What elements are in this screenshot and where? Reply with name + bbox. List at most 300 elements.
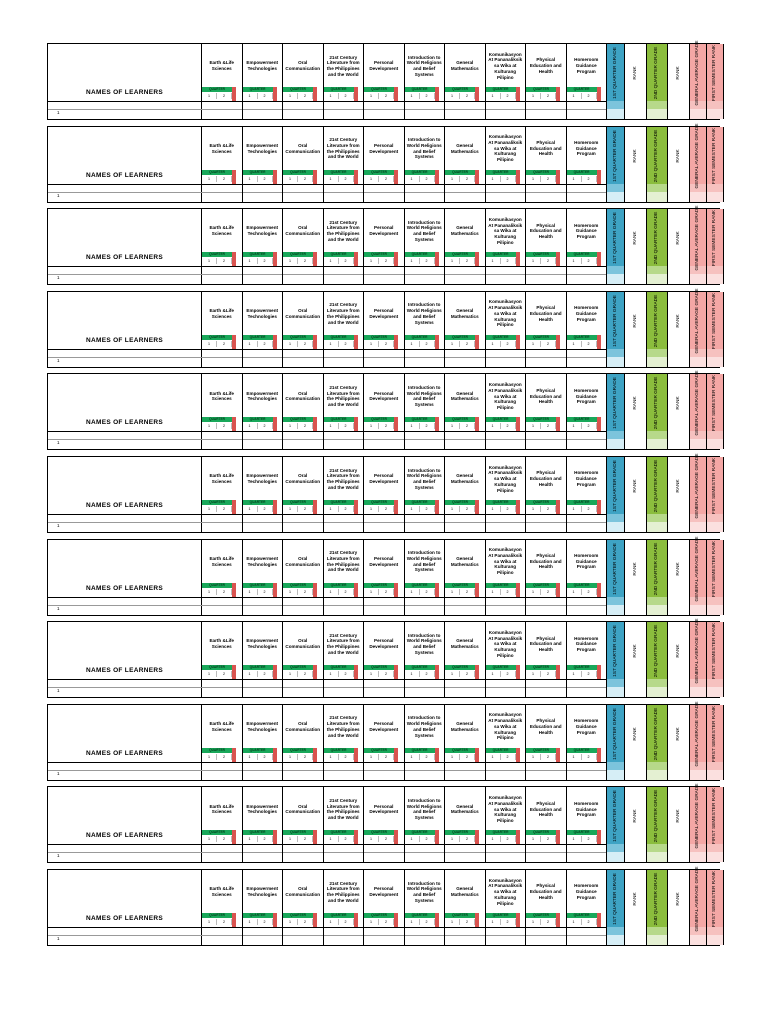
subject-name: Empowerment Technologies (246, 308, 279, 319)
quarter-number: 1 (445, 671, 460, 677)
summary-column (647, 540, 668, 615)
quarter-number: 1 (243, 93, 258, 99)
quarter-header: QUARTER (364, 665, 394, 670)
subject-column (486, 127, 527, 202)
summary-value-cell (690, 192, 706, 202)
subject-column (405, 870, 446, 945)
quarter-header: QUARTER (364, 417, 394, 422)
summary-value-cell (625, 274, 646, 284)
quarter-number: 1 (486, 836, 501, 842)
subject-name: Oral Communication (285, 142, 321, 154)
quarter-number: 2 (339, 258, 354, 264)
subject-column (364, 127, 405, 202)
quarter-numbers (486, 341, 516, 347)
subject-name: Komunikasyon At Pananaliksik sa Wika at Kulturang Pilipino (488, 382, 523, 410)
subject-column (364, 622, 405, 697)
quarter-number: 2 (501, 919, 516, 925)
quarter-number: 1 (364, 671, 379, 677)
quarter-number: 2 (298, 671, 313, 677)
final-grade-marker (556, 417, 560, 431)
quarter-number: 2 (541, 919, 556, 925)
quarter-header: QUARTER (405, 170, 435, 175)
quarter-number: 1 (243, 341, 258, 347)
summary-column-label: GENERAL AVERAGE GRADE (695, 536, 701, 602)
quarter-header: QUARTER (202, 170, 232, 175)
quarter-numbers (486, 589, 516, 595)
subject-column (243, 787, 284, 862)
quarter-number: 2 (339, 506, 354, 512)
subject-column (567, 787, 608, 862)
summary-value-cell (707, 522, 723, 532)
quarter-number: 1 (324, 176, 339, 182)
quarter-numbers (364, 754, 394, 760)
final-grade-marker (475, 748, 479, 762)
subject-name: General Mathematics (450, 886, 479, 897)
quarter-number: 1 (283, 671, 298, 677)
quarter-number: 1 (324, 258, 339, 264)
summary-value-cell (625, 357, 646, 367)
quarter-header: QUARTER (202, 335, 232, 340)
quarter-number: 2 (582, 671, 597, 677)
quarter-header: QUARTER (405, 665, 435, 670)
quarter-header: QUARTER (243, 500, 273, 505)
summary-subheader-cell (607, 101, 624, 109)
final-grade-marker (516, 913, 520, 927)
final-grade-marker (394, 665, 398, 679)
quarter-numbers (324, 506, 354, 512)
summary-column (668, 127, 690, 202)
summary-value-cell (707, 192, 723, 202)
quarter-header: QUARTER (364, 335, 394, 340)
quarter-number: 1 (364, 589, 379, 595)
quarter-number: 2 (582, 341, 597, 347)
quarter-number: 2 (258, 919, 273, 925)
quarter-header: QUARTER (364, 170, 394, 175)
summary-subheader-cell (625, 597, 646, 605)
subject-column (405, 622, 446, 697)
summary-column (625, 292, 647, 367)
final-grade-marker (556, 583, 560, 597)
subject-name: Personal Development (369, 638, 399, 650)
summary-subheader-cell (625, 431, 646, 439)
subject-name: Physical Education and Health (529, 635, 562, 653)
quarter-number: 1 (202, 589, 217, 595)
final-grade-marker (394, 170, 398, 184)
quarter-numbers (283, 258, 313, 264)
quarter-numbers (202, 506, 232, 512)
subject-name: General Mathematics (450, 142, 479, 154)
summary-value-cell (607, 357, 624, 367)
quarter-number: 1 (243, 754, 258, 760)
quarter-number: 2 (217, 506, 232, 512)
summary-column (690, 866, 707, 945)
subject-name: Earth &Life Sciences (209, 721, 234, 732)
subject-column (324, 127, 365, 202)
names-of-learners-label: NAMES OF LEARNERS (86, 336, 163, 344)
quarter-numbers (364, 341, 394, 347)
final-grade-marker (313, 500, 317, 514)
final-grade-marker (475, 417, 479, 431)
subject-name: Homeroom Guidance Program (574, 470, 599, 487)
quarter-numbers (567, 589, 597, 595)
quarter-number: 1 (526, 258, 541, 264)
quarter-number: 2 (460, 506, 475, 512)
summary-column (707, 292, 724, 367)
summary-value-cell (607, 770, 624, 780)
subject-column (243, 44, 284, 119)
quarter-header: QUARTER (243, 170, 273, 175)
quarter-header: QUARTER (567, 913, 597, 918)
final-grade-marker (313, 335, 317, 349)
summary-subheader-cell (647, 679, 667, 687)
summary-subheader-cell (607, 844, 624, 852)
quarter-number: 1 (364, 754, 379, 760)
summary-value-cell (668, 357, 689, 367)
quarter-numbers (486, 754, 516, 760)
summary-value-cell (647, 687, 667, 697)
subject-column (283, 127, 324, 202)
summary-column-label: FIRST SEMESTER RANK (712, 292, 718, 349)
summary-column-label: 1ST QUARTER GRADE (612, 47, 618, 99)
subject-name: Personal Development (369, 473, 399, 484)
summary-subheader-cell (707, 349, 723, 357)
quarter-numbers (486, 93, 516, 99)
quarter-number: 2 (582, 754, 597, 760)
summary-value-cell (607, 109, 624, 119)
quarter-number: 2 (298, 423, 313, 429)
subject-column (283, 540, 324, 615)
learner-row-number: 1 (57, 936, 60, 941)
quarter-number: 1 (486, 176, 501, 182)
quarter-number: 2 (582, 506, 597, 512)
quarter-number: 2 (460, 341, 475, 347)
quarter-number: 1 (405, 589, 420, 595)
quarter-numbers (445, 506, 475, 512)
final-grade-marker (232, 170, 236, 184)
summary-value-cell (625, 852, 646, 862)
summary-column-label: RANK (632, 314, 638, 328)
summary-subheader-cell (647, 349, 667, 357)
quarter-number: 2 (258, 176, 273, 182)
final-grade-marker (556, 830, 560, 844)
final-grade-marker (354, 170, 358, 184)
quarter-number: 1 (243, 176, 258, 182)
summary-column (647, 622, 668, 697)
summary-subheader-cell (625, 184, 646, 192)
final-grade-marker (435, 170, 439, 184)
quarter-number: 2 (298, 919, 313, 925)
final-grade-marker (516, 830, 520, 844)
grade-sheet-block (47, 536, 720, 616)
subject-column (526, 292, 567, 367)
subject-name: Empowerment Technologies (246, 142, 279, 154)
quarter-header: QUARTER (445, 252, 475, 257)
final-grade-marker (394, 252, 398, 266)
quarter-number: 1 (324, 589, 339, 595)
quarter-numbers (364, 589, 394, 595)
summary-subheader-cell (707, 762, 723, 770)
subject-column (283, 457, 324, 532)
quarter-number: 1 (486, 423, 501, 429)
quarter-number: 1 (364, 506, 379, 512)
subject-name: Komunikasyon At Pananaliksik sa Wika at Kulturang Pilipino (488, 629, 523, 658)
quarter-header: QUARTER (405, 87, 435, 92)
summary-column (690, 453, 707, 532)
summary-column-label: 1ST QUARTER GRADE (612, 460, 618, 512)
subject-name: Empowerment Technologies (246, 721, 279, 732)
quarter-numbers (567, 919, 597, 925)
quarter-number: 2 (258, 423, 273, 429)
summary-column (707, 787, 724, 862)
summary-subheader-cell (607, 349, 624, 357)
subject-column (405, 209, 446, 284)
names-of-learners-label: NAMES OF LEARNERS (86, 254, 163, 262)
quarter-number: 2 (298, 176, 313, 182)
quarter-header: QUARTER (283, 748, 313, 753)
subject-name: Physical Education and Health (529, 718, 562, 735)
summary-subheader-cell (607, 514, 624, 522)
quarter-header: QUARTER (445, 170, 475, 175)
subject-column (202, 540, 243, 615)
quarter-header: QUARTER (202, 583, 232, 588)
summary-column-label: 2ND QUARTER GRADE (654, 377, 660, 430)
quarter-number: 1 (283, 93, 298, 99)
subject-name: Homeroom Guidance Program (574, 883, 599, 900)
subject-name: Oral Communication (285, 225, 321, 237)
learner-row-number: 1 (57, 688, 60, 694)
summary-column-label: 2ND QUARTER GRADE (654, 790, 660, 843)
summary-column-label: 2ND QUARTER GRADE (654, 624, 660, 678)
subject-column (567, 870, 608, 945)
summary-column-label: 1ST QUARTER GRADE (612, 377, 618, 430)
names-of-learners-label: NAMES OF LEARNERS (86, 667, 163, 675)
summary-value-cell (668, 935, 689, 945)
quarter-number: 2 (501, 258, 516, 264)
quarter-number: 2 (420, 836, 435, 842)
subject-column (202, 622, 243, 697)
summary-column-label: 1ST QUARTER GRADE (612, 625, 618, 678)
summary-value-cell (647, 605, 667, 615)
final-grade-marker (556, 913, 560, 927)
final-grade-marker (435, 417, 439, 431)
summary-column-label: 1ST QUARTER GRADE (612, 129, 618, 182)
final-grade-marker (516, 87, 520, 101)
summary-value-cell (625, 109, 646, 119)
summary-column-label: GENERAL AVERAGE GRADE (695, 40, 701, 106)
quarter-numbers (567, 341, 597, 347)
quarter-number: 1 (405, 176, 420, 182)
grade-sheet-block (47, 370, 720, 450)
final-grade-marker (516, 500, 520, 514)
quarter-number: 2 (420, 176, 435, 182)
quarter-number: 2 (501, 93, 516, 99)
summary-column-label: 2ND QUARTER GRADE (654, 211, 660, 265)
quarter-numbers (405, 506, 435, 512)
final-grade-marker (354, 417, 358, 431)
subject-name: Empowerment Technologies (246, 638, 279, 650)
final-grade-marker (232, 665, 236, 679)
summary-value-cell (625, 935, 646, 945)
quarter-number: 2 (460, 671, 475, 677)
subject-column (243, 870, 284, 945)
subject-name: General Mathematics (450, 473, 479, 484)
quarter-numbers (324, 258, 354, 264)
final-grade-marker (597, 830, 601, 844)
subject-name: General Mathematics (450, 638, 479, 650)
quarter-numbers (526, 93, 556, 99)
subject-name: Oral Communication (285, 803, 321, 815)
quarter-number: 1 (283, 836, 298, 842)
quarter-numbers (283, 93, 313, 99)
quarter-number: 1 (526, 754, 541, 760)
summary-column-label: RANK (632, 809, 638, 824)
subject-name: Empowerment Technologies (246, 60, 279, 71)
summary-column (625, 870, 647, 945)
names-of-learners-label: NAMES OF LEARNERS (86, 171, 163, 179)
final-grade-marker (273, 583, 277, 597)
names-of-learners-label: NAMES OF LEARNERS (86, 419, 163, 427)
subject-column (526, 374, 567, 449)
subject-name: General Mathematics (450, 721, 479, 732)
subject-column (486, 705, 527, 780)
quarter-number: 1 (405, 93, 420, 99)
summary-column (607, 457, 625, 532)
summary-value-cell (607, 192, 624, 202)
final-grade-marker (313, 583, 317, 597)
quarter-number: 2 (217, 919, 232, 925)
subject-name: Oral Communication (285, 721, 321, 732)
summary-value-cell (707, 770, 723, 780)
quarter-number: 2 (217, 589, 232, 595)
learner-row-number: 1 (57, 110, 60, 115)
subject-column (526, 787, 567, 862)
quarter-numbers (202, 93, 232, 99)
subject-column (486, 540, 527, 615)
summary-column (607, 705, 625, 780)
final-grade-marker (232, 500, 236, 514)
subject-name: Empowerment Technologies (246, 390, 279, 402)
summary-value-cell (647, 109, 667, 119)
final-grade-marker (516, 417, 520, 431)
final-grade-marker (273, 252, 277, 266)
grade-sheet-block (47, 866, 720, 946)
final-grade-marker (435, 583, 439, 597)
names-column (48, 870, 202, 945)
subject-column (202, 870, 243, 945)
quarter-number: 1 (324, 93, 339, 99)
subject-column (283, 622, 324, 697)
final-grade-marker (475, 87, 479, 101)
subject-name: Earth &Life Sciences (209, 60, 234, 71)
final-grade-marker (354, 830, 358, 844)
summary-subheader-cell (647, 431, 667, 439)
grade-sheet-block (47, 453, 720, 533)
subject-name: Homeroom Guidance Program (574, 800, 599, 818)
subject-name: General Mathematics (450, 803, 479, 815)
quarter-header: QUARTER (243, 417, 273, 422)
summary-value-cell (690, 274, 706, 284)
names-column (48, 209, 202, 284)
summary-subheader-cell (647, 184, 667, 192)
quarter-number: 1 (445, 754, 460, 760)
quarter-header: QUARTER (243, 830, 273, 835)
quarter-numbers (243, 341, 273, 347)
quarter-header: QUARTER (324, 87, 354, 92)
quarter-numbers (202, 341, 232, 347)
quarter-header: QUARTER (243, 335, 273, 340)
quarter-number: 2 (460, 589, 475, 595)
quarter-number: 2 (258, 589, 273, 595)
subject-name: Earth &Life Sciences (209, 390, 234, 402)
summary-value-cell (625, 770, 646, 780)
summary-subheader-cell (625, 927, 646, 935)
grade-sheet-block (47, 618, 720, 698)
quarter-number: 1 (567, 754, 582, 760)
summary-subheader-cell (607, 762, 624, 770)
summary-column (707, 374, 724, 449)
subject-name: Komunikasyon At Pananaliksik sa Wika at Kulturang Pilipino (488, 51, 523, 80)
quarter-header: QUARTER (283, 170, 313, 175)
summary-column-label: RANK (675, 479, 681, 493)
subject-column (526, 622, 567, 697)
quarter-header: QUARTER (364, 252, 394, 257)
quarter-number: 2 (298, 754, 313, 760)
quarter-numbers (202, 836, 232, 842)
summary-column (625, 127, 647, 202)
summary-column (690, 701, 707, 780)
quarter-header: QUARTER (243, 913, 273, 918)
quarter-header: QUARTER (324, 252, 354, 257)
quarter-numbers (283, 754, 313, 760)
quarter-header: QUARTER (486, 830, 516, 835)
summary-column (668, 705, 690, 780)
quarter-number: 2 (582, 258, 597, 264)
quarter-number: 1 (324, 423, 339, 429)
quarter-numbers (486, 836, 516, 842)
summary-subheader-cell (668, 844, 689, 852)
quarter-header: QUARTER (283, 252, 313, 257)
quarter-header: QUARTER (283, 583, 313, 588)
quarter-numbers (405, 589, 435, 595)
quarter-numbers (324, 341, 354, 347)
summary-column-label: FIRST SEMESTER RANK (712, 870, 718, 928)
summary-subheader-cell (625, 349, 646, 357)
summary-column-label: GENERAL AVERAGE GRADE (695, 866, 701, 932)
final-grade-marker (475, 252, 479, 266)
subject-name: General Mathematics (450, 555, 479, 567)
quarter-number: 2 (379, 506, 394, 512)
summary-value-cell (647, 274, 667, 284)
final-grade-marker (556, 87, 560, 101)
summary-column (668, 540, 690, 615)
quarter-number: 1 (445, 93, 460, 99)
quarter-number: 1 (202, 506, 217, 512)
quarter-number: 2 (541, 258, 556, 264)
quarter-number: 2 (339, 93, 354, 99)
quarter-number: 2 (217, 93, 232, 99)
quarter-number: 1 (567, 423, 582, 429)
summary-value-cell (690, 357, 706, 367)
quarter-number: 1 (202, 258, 217, 264)
subject-column (405, 292, 446, 367)
summary-column (668, 44, 690, 119)
summary-value-cell (668, 687, 689, 697)
subject-name: Earth &Life Sciences (209, 473, 234, 484)
quarter-number: 2 (582, 589, 597, 595)
summary-subheader-cell (707, 927, 723, 935)
subject-name: Physical Education and Health (529, 139, 562, 157)
quarter-header: QUARTER (567, 87, 597, 92)
